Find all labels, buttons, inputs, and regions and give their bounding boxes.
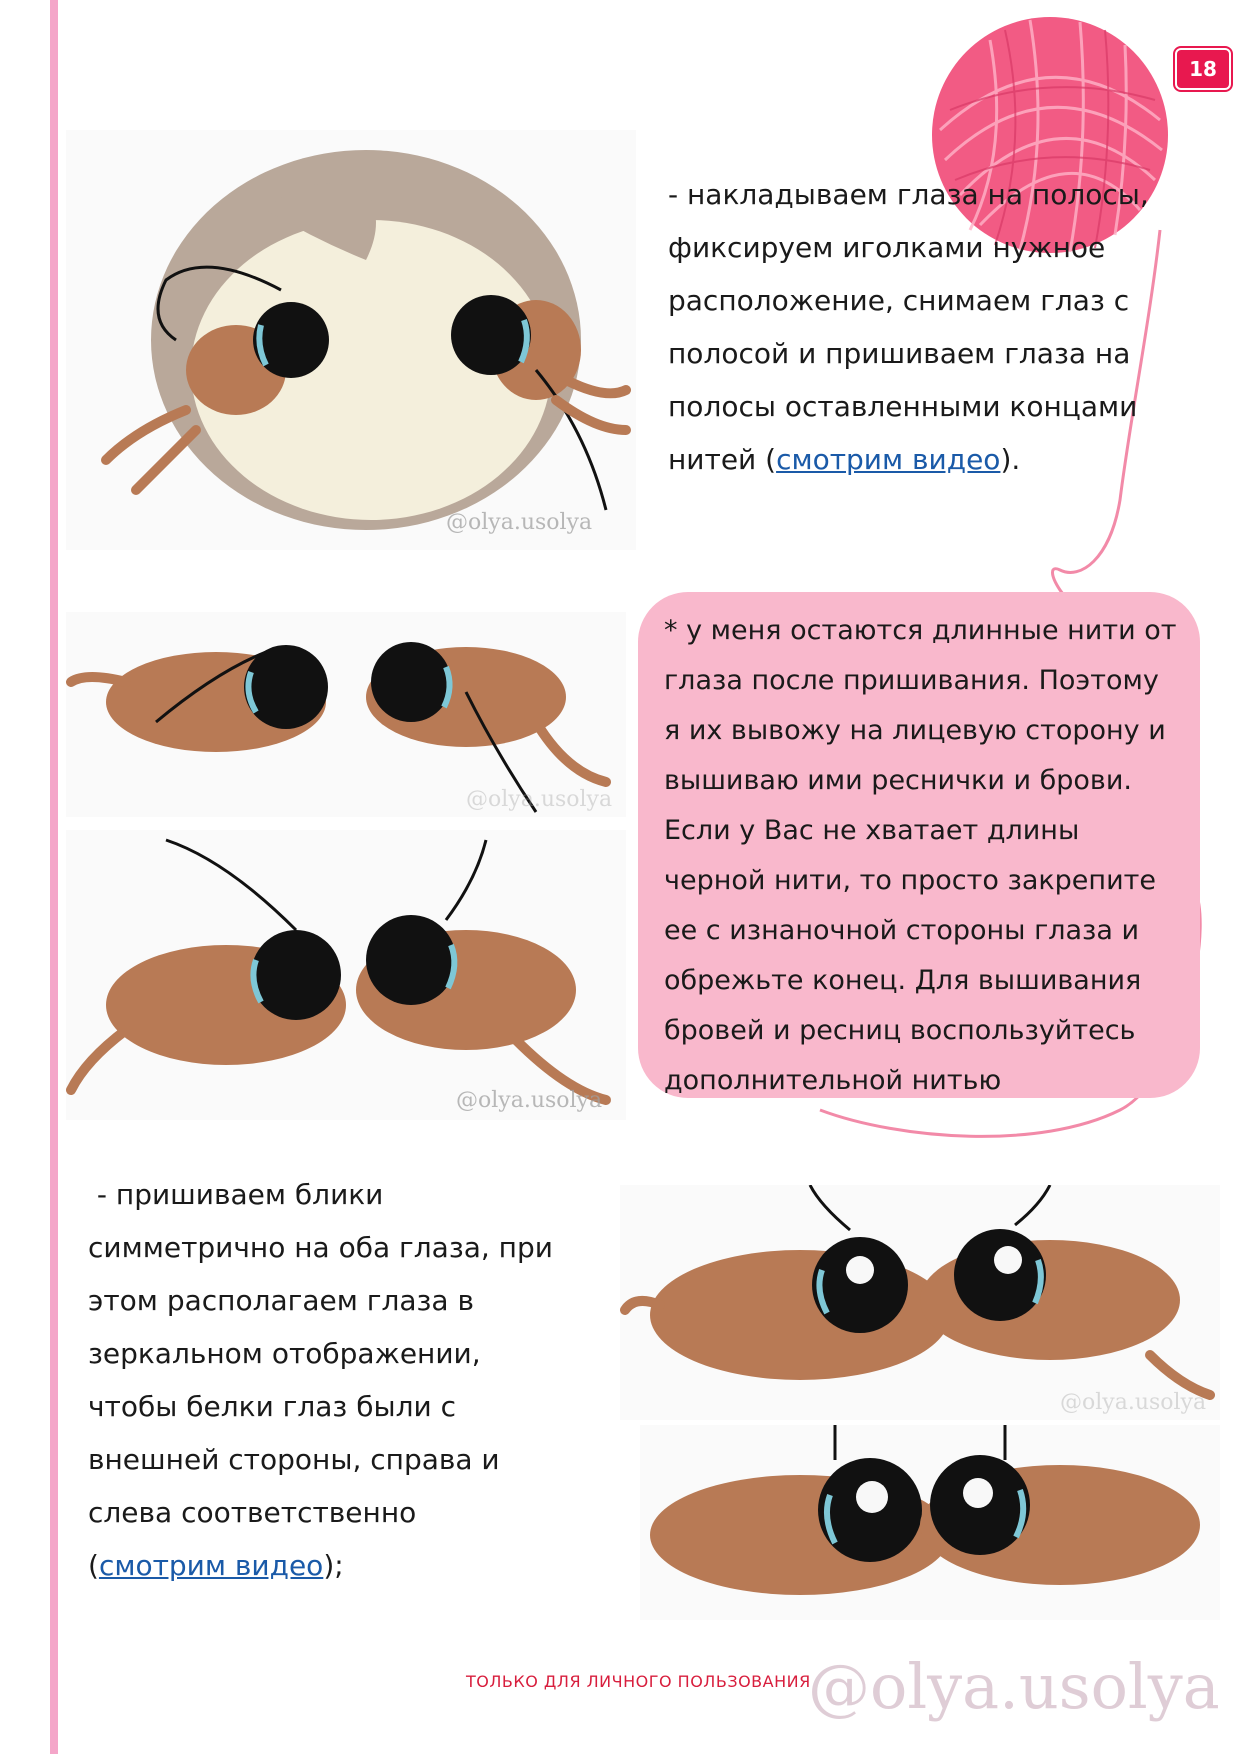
text-line bbox=[668, 433, 1228, 486]
video-link[interactable]: смотрим видео bbox=[98, 1549, 324, 1582]
text-line: слева соответственно bbox=[88, 1496, 417, 1529]
text-line: зеркальном отображении, bbox=[88, 1337, 481, 1370]
text-line: этом располагаем глаза в bbox=[88, 1284, 474, 1317]
text-fragment: нитей ( bbox=[668, 443, 777, 476]
text-line: полосой и пришиваем глаза на bbox=[668, 337, 1131, 370]
text-line: внешней стороны, справа и bbox=[88, 1443, 500, 1476]
text-line: я их вывожу на лицевую сторону и bbox=[664, 715, 1166, 746]
video-link[interactable]: смотрим видео bbox=[776, 443, 1001, 476]
footer-watermark: @olya.usolya bbox=[808, 1650, 1220, 1723]
text-line: глаза после пришивания. Поэтому bbox=[664, 665, 1159, 696]
photo-watermark: @olya.usolya bbox=[446, 510, 593, 535]
note-text bbox=[664, 606, 1184, 1106]
text-line: ее с изнаночной стороны глаза и bbox=[664, 915, 1140, 946]
text-line: - накладываем глаза на полосы, bbox=[668, 178, 1149, 211]
crochet-eye-photo-icon bbox=[66, 830, 626, 1120]
text-line: симметрично на оба глаза, при bbox=[88, 1231, 553, 1264]
crochet-eye-photo-icon bbox=[620, 1185, 1220, 1420]
eyes-photo-2 bbox=[66, 830, 626, 1120]
crochet-eye-photo-icon bbox=[640, 1425, 1220, 1620]
instruction-text-1 bbox=[668, 168, 1228, 486]
head-photo bbox=[66, 130, 636, 550]
text-line: черной нити, то просто закрепите bbox=[664, 865, 1156, 896]
eyes-photo-4 bbox=[640, 1425, 1220, 1620]
page-side-bar bbox=[50, 0, 58, 1754]
text-line: фиксируем иголками нужное bbox=[668, 231, 1106, 264]
text-fragment: ); bbox=[323, 1549, 344, 1582]
page-number-badge: 18 bbox=[1175, 48, 1231, 90]
text-line: вышиваю ими реснички и брови. bbox=[664, 765, 1132, 796]
text-line bbox=[88, 1539, 608, 1592]
text-line: расположение, снимаем глаз с bbox=[668, 284, 1130, 317]
text-line: - пришиваем блики bbox=[88, 1178, 384, 1211]
text-fragment: ( bbox=[88, 1549, 99, 1582]
photo-watermark: @olya.usolya bbox=[1060, 1390, 1207, 1415]
text-line: бровей и ресниц воспользуйтесь bbox=[664, 1015, 1136, 1046]
text-line: полосы оставленными концами bbox=[668, 390, 1138, 423]
crochet-head-photo-icon bbox=[66, 130, 636, 550]
text-fragment: ). bbox=[1000, 443, 1021, 476]
text-line: Если у Вас не хватает длины bbox=[664, 815, 1080, 846]
instruction-text-2 bbox=[88, 1168, 608, 1592]
photo-watermark: @olya.usolya bbox=[456, 1088, 603, 1113]
eyes-photo-3 bbox=[620, 1185, 1220, 1420]
photo-watermark: @olya.usolya bbox=[466, 787, 613, 812]
text-line: обрежьте конец. Для вышивания bbox=[664, 965, 1142, 996]
footer-note: ТОЛЬКО ДЛЯ ЛИЧНОГО ПОЛЬЗОВАНИЯ bbox=[466, 1672, 811, 1691]
text-line: дополнительной нитью bbox=[664, 1065, 1002, 1096]
text-line: чтобы белки глаз были с bbox=[88, 1390, 456, 1423]
text-line: * у меня остаются длинные нити от bbox=[664, 615, 1177, 646]
eyes-photo-1 bbox=[66, 612, 626, 817]
